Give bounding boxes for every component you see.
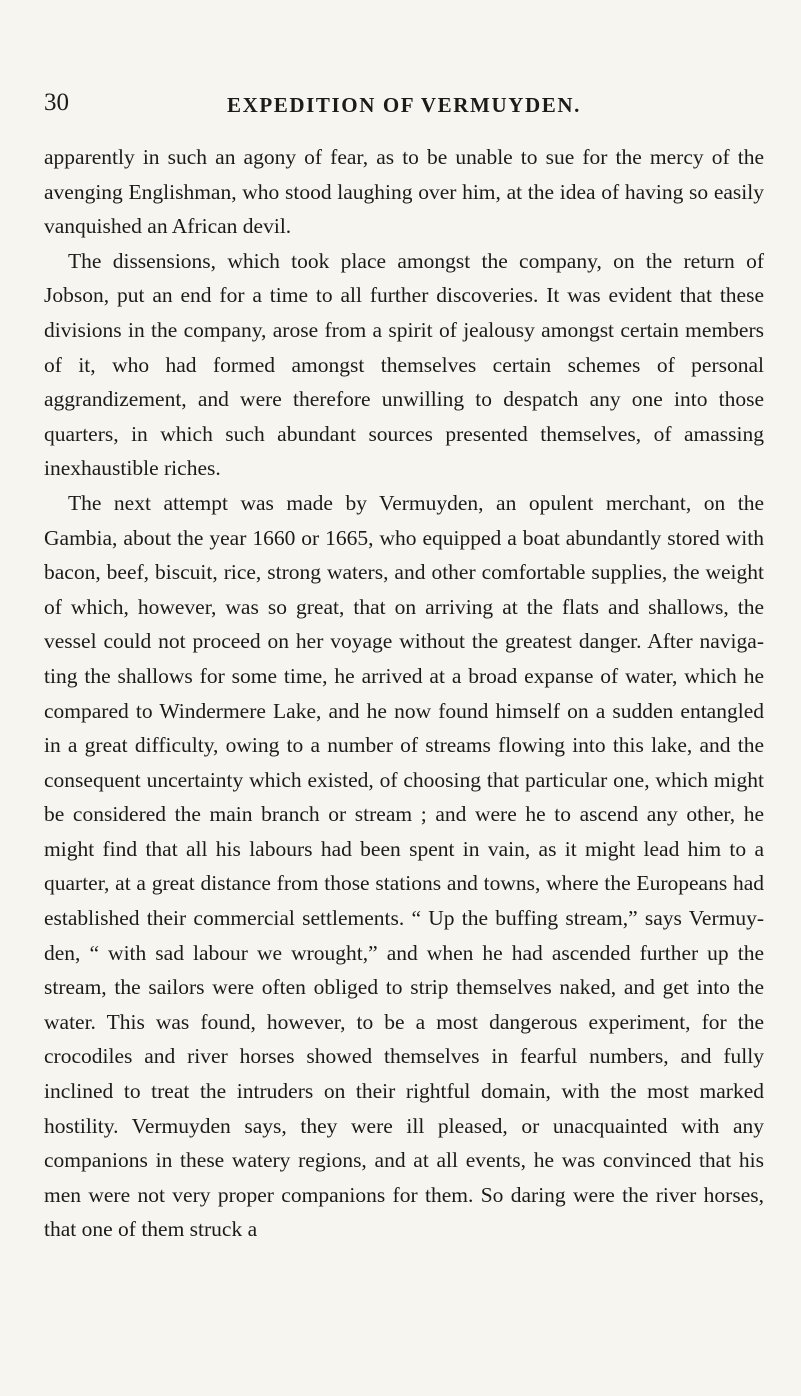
paragraph-1: apparently in such an agony of fear, as to be unable to sue for the mercy of the avenging Englishman, who stood laughing over him, at the idea of having so easily vanquished an African devil.	[44, 145, 764, 239]
body-text	[44, 140, 764, 1247]
page-number: 30	[44, 89, 69, 116]
running-title: EXPEDITION OF VERMUYDEN.	[226, 93, 581, 117]
page-header	[44, 88, 764, 124]
paragraph-2: The dissensions, which took place amongst the company, on the return of Jobson, put an end for a time to all further discoveries. It was evident that these divisions in the company, arose from a spirit of jealousy amongst certain members of it, who had formed amongst themselves certain schemes of personal aggrandizement, and were therefore unwilling to despatch any one into those quarters, in which such abundant sources presented themselves, of amassing inexhaustible riches.	[44, 248, 764, 481]
paragraph-3: The next attempt was made by Vermuyden, an opulent merchant, on the Gambia, about the year 1660 or 1665, who equipped a boat abundantly stored with bacon, beef, biscuit, rice, strong waters, and other comfortable supplies, the weight of which, however, was so great, that on arriving at the flats and shallows, the vessel could not proceed on her voyage without the greatest danger. After navigating the shallows for some time, he arrived at a broad expanse of water, which he compared to Windermere Lake, and he now found himself on a sudden entangled in a great difficulty, owing to a number of streams flowing into this lake, and the consequent uncertainty which existed, of choosing that particular one, which might be considered the main branch or stream ; and were he to ascend any other, he might find that all his labours had been spent in vain, as it might lead him to a quarter, at a great distance from those stations and towns, where the Europeans had established their commercial settlements. “ Up the buffing stream,” says Vermuyden, “ with sad labour we wrought,” and when he had ascended further up the stream, the sailors were often obliged to strip themselves naked, and get into the water. This was found, however, to be a most dangerous experiment, for the crocodiles and river horses showed themselves in fearful numbers, and fully inclined to treat the intruders on their rightful domain, with the most marked hostility. Vermuyden says, they were ill pleased, or unacquainted with any companions in these watery regions, and at all events, he was convinced that his men were not very proper companions for them. So daring were the river horses, that one of them struck a	[44, 490, 764, 1242]
